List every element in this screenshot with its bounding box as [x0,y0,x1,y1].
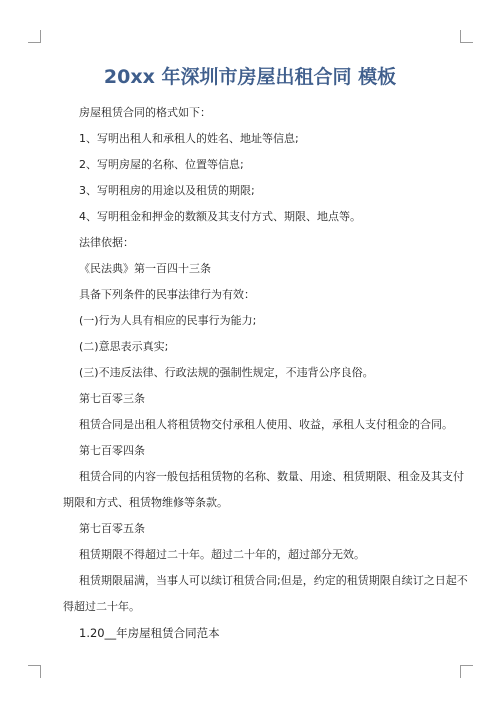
crop-mark-top-right [460,30,473,43]
format-item-4: 4、写明租金和押金的数额及其支付方式、期限、地点等。 [79,210,361,223]
condition-1: (一)行为人具有相应的民事行为能力; [79,314,257,327]
format-item-3: 3、写明租房的用途以及租赁的期限; [79,184,255,197]
condition-3: (三)不违反法律、行政法规的强制性规定，不违背公序良俗。 [79,366,374,379]
article-705-heading: 第七百零五条 [79,522,145,535]
article-704-text: 租赁合同的内容一般包括租赁物的名称、数量、用途、租赁期限、租金及其支付 [79,470,464,483]
article-705-text-2-continued: 得超过二十年。 [63,600,140,613]
crop-mark-bottom-right [460,665,473,678]
article-704-heading: 第七百零四条 [79,444,145,457]
format-intro: 房屋租赁合同的格式如下： [79,106,211,119]
format-item-2: 2、写明房屋的名称、位置等信息; [79,158,244,171]
crop-mark-top-left [28,30,41,43]
article-705-text-1: 租赁期限不得超过二十年。超过二十年的，超过部分无效。 [79,548,365,561]
document-title: 20xx 年深圳市房屋出租合同 模板 [103,66,397,88]
article-143-text: 具备下列条件的民事法律行为有效： [79,288,255,301]
article-705-text-2: 租赁期限届满，当事人可以续订租赁合同;但是，约定的租赁期限自续订之日起不 [79,574,468,587]
article-704-text-continued: 期限和方式、租赁物维修等条款。 [63,496,228,509]
condition-2: (二)意思表示真实; [79,340,169,353]
template-section-heading: 1.20__年房屋租赁合同范本 [79,626,220,640]
document-body [63,100,468,646]
article-143-heading: 《民法典》第一百四十三条 [79,262,211,275]
legal-basis-heading: 法律依据： [79,236,134,249]
format-item-1: 1、写明出租人和承租人的姓名、地址等信息; [79,132,299,145]
article-703-heading: 第七百零三条 [79,392,145,405]
crop-mark-bottom-left [28,665,41,678]
article-703-text: 租赁合同是出租人将租赁物交付承租人使用、收益，承租人支付租金的合同。 [79,418,453,431]
